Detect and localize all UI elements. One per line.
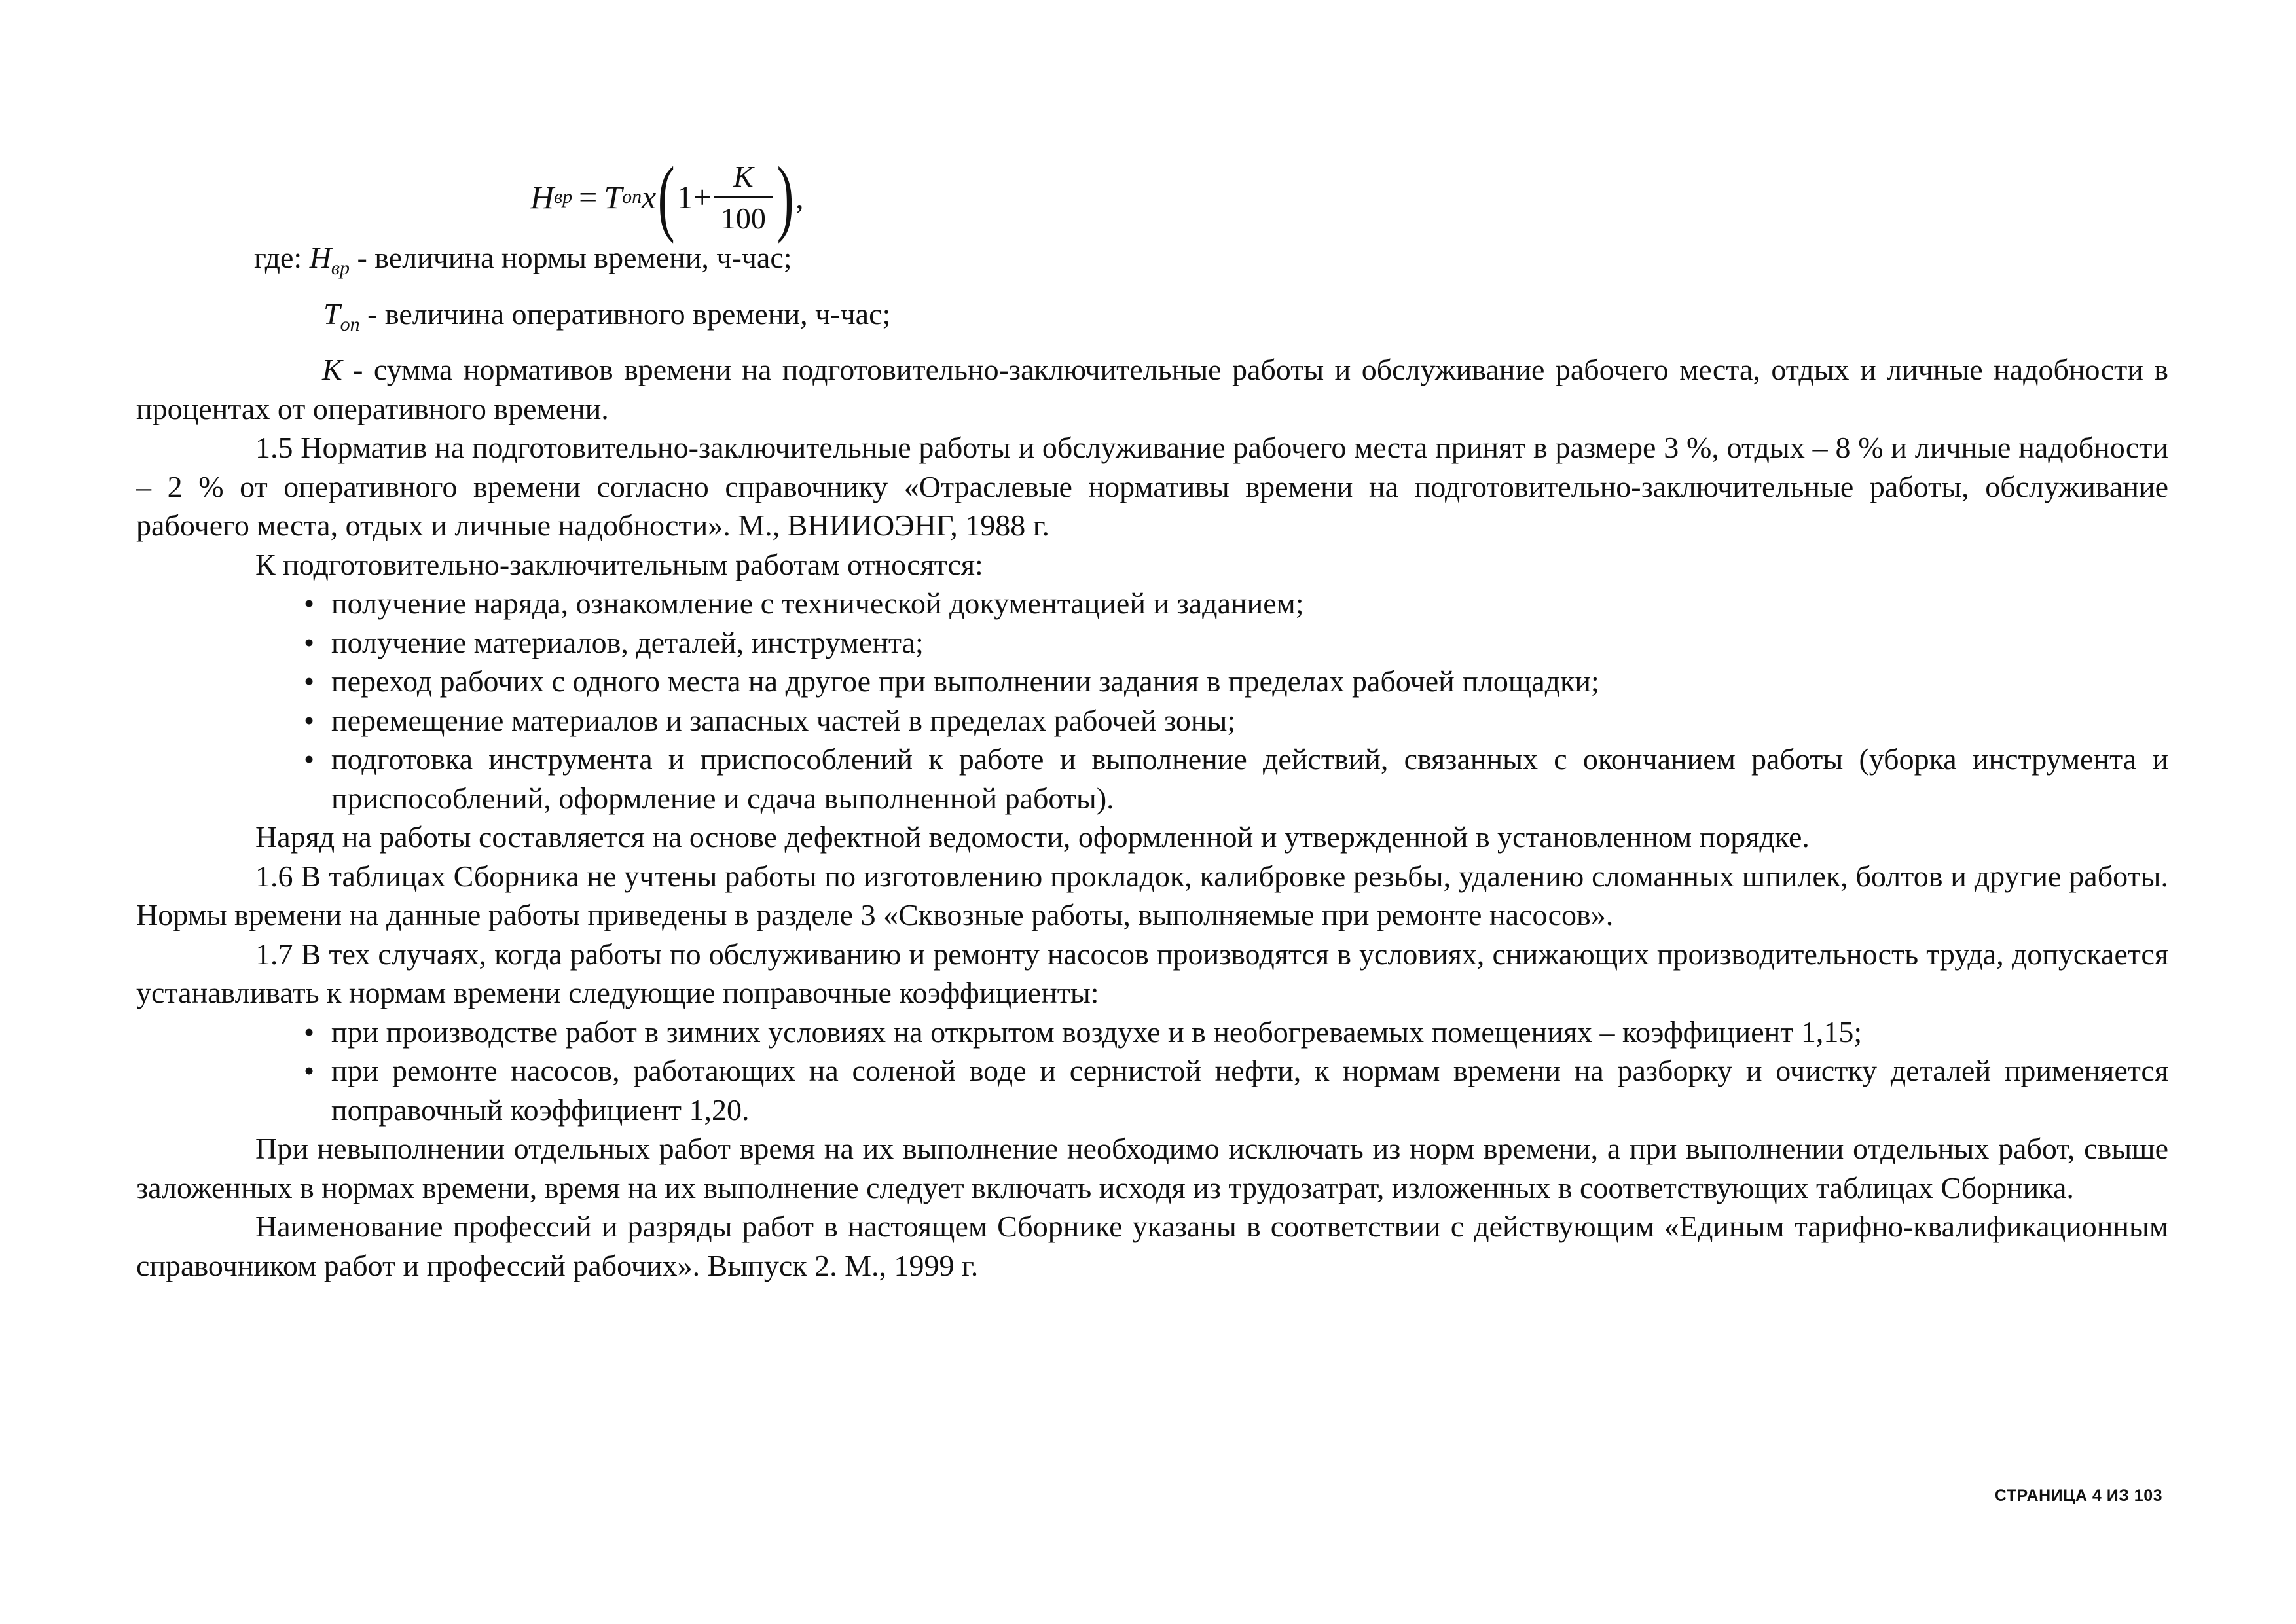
list-item [136,584,2168,623]
professions-paragraph: Наименование профессий и разряды работ в настоящем Сборнике указаны в соответствии с действующим «Единым тарифно-квалификационным справочником работ и профессий рабочих». Выпуск 2. М., 1999 г. [136,1210,2168,1282]
formula-h-subscript: вр [554,186,573,208]
bullet-glyph: • [304,742,315,776]
def-t-symbol: T [323,297,340,331]
list-item-text: при ремонте насосов, работающих на соленой воде и сернистой нефти, к нормам времени на разборку и очистку деталей применяется поправочный коэффициент 1,20. [331,1054,2168,1127]
list-item-text: переход рабочих с одного места на другое при выполнении задания в пределах рабочей площадки; [331,664,1599,698]
def-t-text: - величина оперативного времени, ч-час; [367,297,891,331]
formula-t-subscript: оп [622,186,642,208]
bullet-glyph: • [304,1054,315,1087]
prep-works-heading: К подготовительно-заключительным работам относятся: [255,547,983,581]
exclusion-paragraph: При невыполнении отдельных работ время на их выполнение необходимо исключать из норм времени, а при выполнении отдельных работ, свыше заложенных в нормах времени, время на их выполнение следует включать исходя из трудозатрат, изложенных в соответствующих таблицах Сборника. [136,1132,2168,1204]
list-item [136,740,2168,818]
definition-k [136,350,2168,428]
list-item-text: подготовка инструмента и приспособлений к работе и выполнение действий, связанных с окончанием работы (уборка инструмента и приспособлений, оформление и сдача выполненной работы). [331,742,2168,815]
def-k-symbol: K [322,353,342,386]
formula-trailing-comma: , [795,179,804,215]
list-item [136,1051,2168,1129]
bullet-glyph: • [304,625,315,659]
body-text [136,238,2168,1285]
bullet-glyph: • [304,664,315,698]
paragraph-1-6: 1.6 В таблицах Сборника не учтены работы по изготовлению прокладок, калибровке резьбы, удалению сломанных шпилек, болтов и другие работы. Нормы времени на данные работы приведены в разделе 3 «Сквозные работы, выполняемые при ремонте насосов». [136,859,2168,931]
page-number: СТРАНИЦА 4 ИЗ 103 [1994,1487,2162,1505]
norm-time-formula [530,148,804,246]
bullet-glyph: • [304,703,315,737]
def-h-symbol: H [309,241,331,274]
formula-denominator: 100 [714,196,773,236]
formula-t-symbol: T [604,179,623,215]
formula-h-symbol: H [530,179,555,215]
prep-works-list [136,584,2168,818]
bullet-glyph: • [304,586,315,620]
def-k-text: - сумма нормативов времени на подготовительно-заключительные работы и обслуживание рабочего места, отдых и личные надобности в процентах от оперативного времени. [136,353,2168,425]
formula-times: x [642,179,657,215]
formula-one-plus: 1+ [676,179,712,215]
formula-right-paren: ) [776,150,794,244]
formula-numerator: K [733,159,754,193]
list-item-text: перемещение материалов и запасных частей в пределах рабочей зоны; [331,703,1236,737]
formula-left-paren: ( [658,150,675,244]
formula-equals: = [579,179,598,215]
def-t-subscript: оп [340,313,360,335]
list-item-text: получение наряда, ознакомление с технической документацией и заданием; [331,586,1304,620]
def-h-text: - величина нормы времени, ч-час; [357,241,792,274]
list-item [136,623,2168,662]
definition-t [136,295,2168,344]
paragraph-1-7: 1.7 В тех случаях, когда работы по обслуживанию и ремонту насосов производятся в условиях, снижающих производительность труда, допускается устанавливать к нормам времени следующие поправочные коэффициенты: [136,937,2168,1009]
formula-fraction [714,159,773,236]
list-item [136,701,2168,740]
list-item-text: получение материалов, деталей, инструмента; [331,625,924,659]
where-label: где: [254,241,302,274]
bullet-glyph: • [304,1015,315,1049]
def-h-subscript: вр [331,257,350,279]
list-item-text: при производстве работ в зимних условиях на открытом воздухе и в необогреваемых помещениях – коэффициент 1,15; [331,1015,1863,1049]
order-paragraph: Наряд на работы составляется на основе дефектной ведомости, оформленной и утвержденной в установленном порядке. [255,820,1810,854]
coefficients-list [136,1013,2168,1130]
paragraph-1-5: 1.5 Норматив на подготовительно-заключительные работы и обслуживание рабочего места принят в размере 3 %, отдых – 8 % и личные надобности – 2 % от оперативного времени согласно справочнику «Отраслевые нормативы времени на подготовительно-заключительные работы, обслуживание рабочего места, отдых и личные надобности». М., ВНИИОЭНГ, 1988 г. [136,431,2168,542]
list-item [136,662,2168,701]
list-item [136,1013,2168,1052]
definition-h [136,238,2168,288]
